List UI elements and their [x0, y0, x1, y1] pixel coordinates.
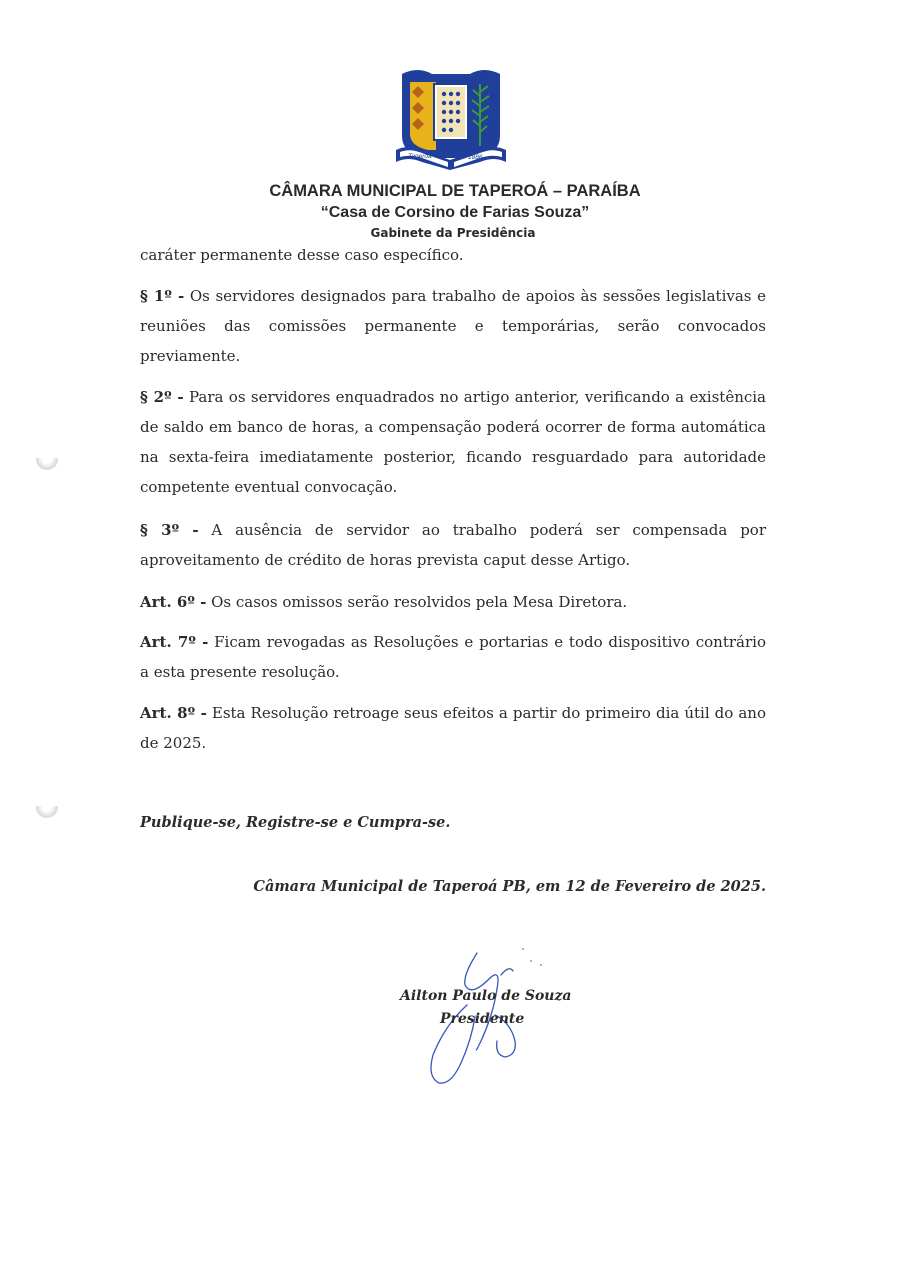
paragraph-text: Para os servidores enquadrados no artigo anterior, verificando a existência de saldo em banco de horas, a compensação poderá ocorrer de forma automática na sexta-feira imediatamente posterior, ficando resguardado para autoridade competente eventual convocação.: [140, 388, 767, 496]
paragraph-label: § 3º -: [140, 521, 199, 539]
punch-hole: [36, 458, 58, 470]
paragraph-label: Art. 6º -: [140, 593, 207, 611]
paragraph-article-7: [140, 627, 766, 687]
signatory-name: Ailton Paulo de Souza: [400, 988, 572, 1004]
municipal-crest-icon: [388, 66, 514, 172]
institution-title: CÂMARA MUNICIPAL DE TAPEROÁ – PARAÍBA: [269, 182, 641, 200]
closing-formula: Publique-se, Registre-se e Cumpra-se.: [140, 814, 451, 831]
paragraph-continuation: [140, 240, 766, 270]
paragraph-label: § 1º -: [140, 287, 185, 305]
paragraph-text: A ausência de servidor ao trabalho poderá ser compensada por aproveitamento de crédito de horas prevista caput desse Artigo.: [140, 521, 766, 569]
paragraph-article-6: [140, 587, 766, 617]
paragraph-section-1: [140, 281, 766, 371]
paragraph-section-2: [140, 382, 766, 502]
paragraph-text: caráter permanente desse caso específico.: [140, 246, 464, 264]
punch-hole: [36, 806, 58, 818]
crest-text-right: 1886: [468, 154, 483, 161]
office-name: Gabinete da Presidência: [370, 226, 536, 240]
paragraph-text: Ficam revogadas as Resoluções e portarias e todo dispositivo contrário a esta presente resolução.: [140, 633, 766, 681]
paragraph-label: Art. 8º -: [140, 704, 207, 722]
house-name: “Casa de Corsino de Farias Souza”: [320, 204, 590, 221]
paragraph-section-3: [140, 515, 766, 575]
paragraph-label: Art. 7º -: [140, 633, 209, 651]
paragraph-text: Esta Resolução retroage seus efeitos a partir do primeiro dia útil do ano de 2025.: [140, 704, 766, 752]
crest-text-left: Taperoá: [408, 153, 432, 160]
paragraph-article-8: [140, 698, 766, 758]
signatory-role: Presidente: [440, 1011, 525, 1027]
place-date: Câmara Municipal de Taperoá PB, em 12 de Fevereiro de 2025.: [253, 878, 766, 895]
paragraph-text: Os casos omissos serão resolvidos pela Mesa Diretora.: [206, 593, 628, 611]
paragraph-text: Os servidores designados para trabalho de apoios às sessões legislativas e reuniões das comissões permanente e temporárias, serão convocados previamente.: [140, 287, 767, 365]
paragraph-label: § 2º -: [140, 388, 184, 406]
